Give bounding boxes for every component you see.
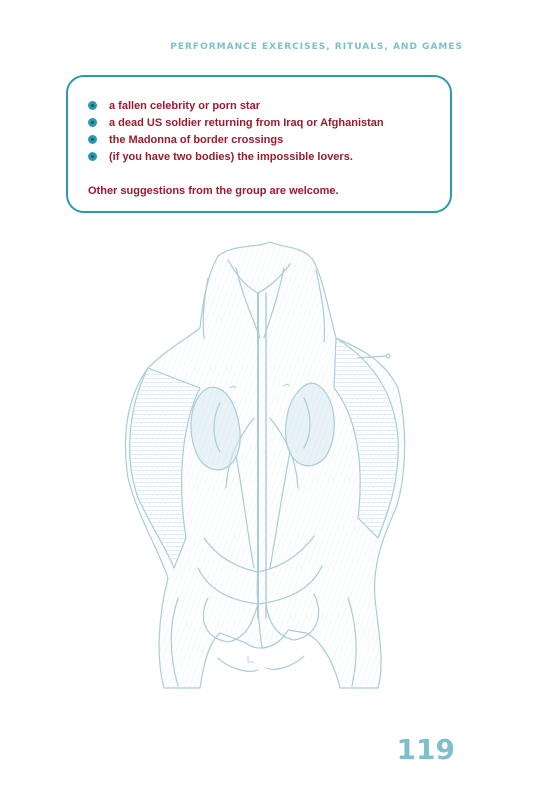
bullet-icon [88,135,97,144]
list-item [88,131,432,148]
list-item-text: a fallen celebrity or porn star [109,99,260,112]
list-item [88,97,432,114]
running-head: PERFORMANCE EXERCISES, RITUALS, AND GAMES [170,42,463,52]
page-number: 119 [396,733,455,766]
anatomical-sketch-icon [108,238,420,690]
list-item-text: the Madonna of border crossings [109,133,284,146]
bullet-icon [88,152,97,161]
list-item-text: (if you have two bodies) the impossible lovers. [109,150,353,163]
bullet-icon [88,101,97,110]
bullet-icon [88,118,97,127]
callout-box [66,75,452,213]
closing-note: Other suggestions from the group are welcome. [88,185,339,197]
bullet-list [88,97,432,165]
list-item [88,148,432,165]
list-item [88,114,432,131]
list-item-text: a dead US soldier returning from Iraq or Afghanistan [109,116,384,129]
